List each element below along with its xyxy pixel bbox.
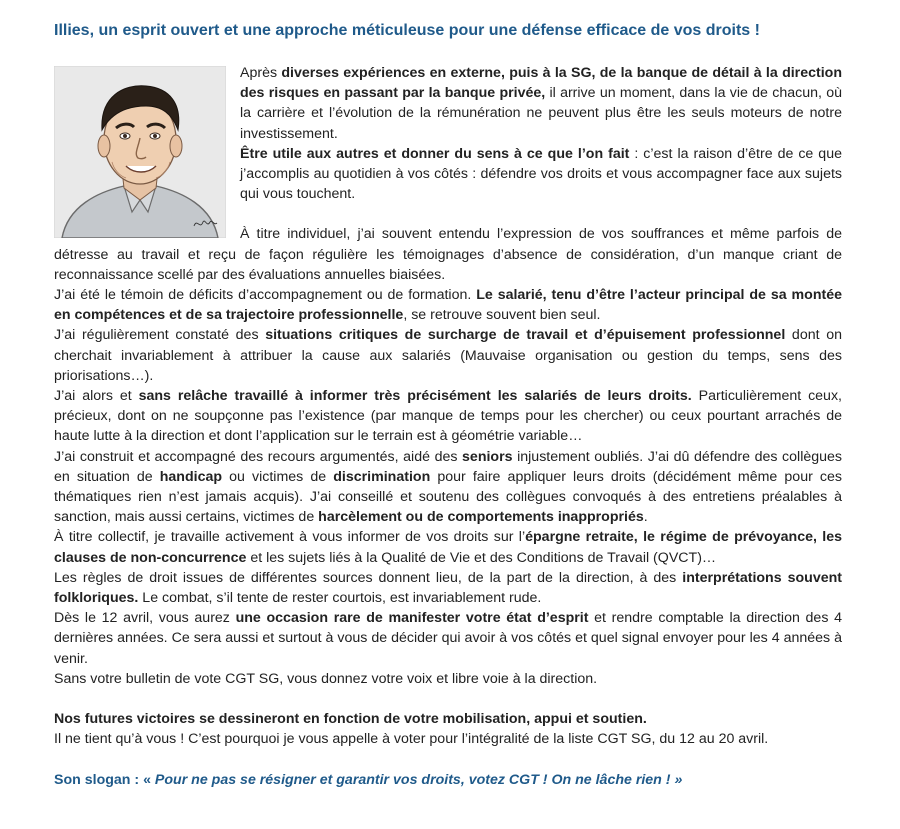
paragraph-collective: À titre collectif, je travaille activement à vous informer de vos droits sur l’épargne retraite, le régime de prévoyance, les clauses de non-concurrence et les sujets liés à la Qualité de Vie et des Conditions de Travail (QVCT)… <box>54 529 842 566</box>
paragraph-vote-date: Dès le 12 avril, vous aurez une occasion rare de manifester votre état d’esprit et rendre comptable la direction des 4 dernières années. Ce sera aussi et surtout à vous de décider qui avoir à vos côtés et quel signal envoyer pour les 4 années à venir. <box>54 610 842 667</box>
paragraph-victories: Nos futures victoires se dessineront en fonction de votre mobilisation, appui et soutien. <box>54 711 647 728</box>
paragraph-recourse: J’ai construit et accompagné des recours argumentés, aidé des seniors injustement oubliés. J’ai dû défendre des collègues en situation de handicap ou victimes de discrimination pour faire appliquer leurs droits (décidément même pour ces thématiques rien n’est jamais acquis). J’ai conseillé et soutenu des collègues convoqués à des entretiens préalables à sanction, mais aussi certains, victimes de harcèlement ou de comportements inappropriés. <box>54 448 842 526</box>
paragraph-individual: À titre individuel, j’ai souvent entendu l’expression de vos souffrances et même parfois de détresse au travail et reçu de façon régulière les témoignages d’absence de considération, d’un manque criant de reconnaissance scellé par des évaluations annuelles biaisées. <box>54 226 842 283</box>
paragraph-call-to-vote: Il ne tient qu’à vous ! C’est pourquoi je vous appelle à voter pour l’intégralité de la liste CGT SG, du 12 au 20 avril. <box>54 731 769 748</box>
paragraph-purpose: Être utile aux autres et donner du sens à ce que l’on fait : c’est la raison d’être de ce que j’accomplis au quotidien à vos côtés : défendre vos droits et vous accompagner face aux sujets qui vous touchent. <box>240 145 842 203</box>
paragraph-training: J’ai été le témoin de déficits d’accompagnement ou de formation. Le salarié, tenu d’être l’acteur principal de sa montée en compétences et de sa trajectoire professionnelle, se retrouve souvent bien seul. <box>54 287 842 324</box>
article-body <box>54 63 842 790</box>
portrait-spacer <box>54 63 240 239</box>
slogan-label: Son slogan : « <box>54 771 155 788</box>
page-title: Illies, un esprit ouvert et une approche méticuleuse pour une défense efficace de vos droits ! <box>54 22 760 39</box>
slogan-quote: Pour ne pas se résigner et garantir vos droits, votez CGT ! On ne lâche rien ! » <box>154 771 683 788</box>
paragraph-rights: J’ai alors et sans relâche travaillé à informer très précisément les salariés de leurs droits. Particulièrement ceux, précieux, dont on ne soupçonne pas l’existence (par manque de temps pour les chercher) ou ceux pourtant arrachés de haute lutte à la direction et dont l’application sur le terrain est à géométrie variable… <box>54 388 842 445</box>
paragraph-rules: Les règles de droit issues de différentes sources donnent lieu, de la part de la direction, à des interprétations souvent folkloriques. Le combat, s’il tente de rester courtois, est invariablement rude. <box>54 569 843 607</box>
paragraph-workload: J’ai régulièrement constaté des situations critiques de surcharge de travail et d’épuisement professionnel dont on cherchait invariablement à attribuer la cause aux salariés (Mauvaise organisation ou gestion du temps, sens des priorisations…). <box>54 327 842 384</box>
paragraph-ballot: Sans votre bulletin de vote CGT SG, vous donnez votre voix et libre voie à la direction. <box>54 670 598 687</box>
paragraph-gap <box>54 750 842 770</box>
paragraph-gap <box>54 689 842 709</box>
paragraph-background: Après diverses expériences en externe, puis à la SG, de la banque de détail à la direction des risques en passant par la banque privée, il arrive un moment, dans la vie de chacun, où la carrière et l’évolution de la rémunération ne peuvent plus être les seuls moteurs de notre investissement. <box>240 65 842 142</box>
slogan <box>54 770 842 790</box>
